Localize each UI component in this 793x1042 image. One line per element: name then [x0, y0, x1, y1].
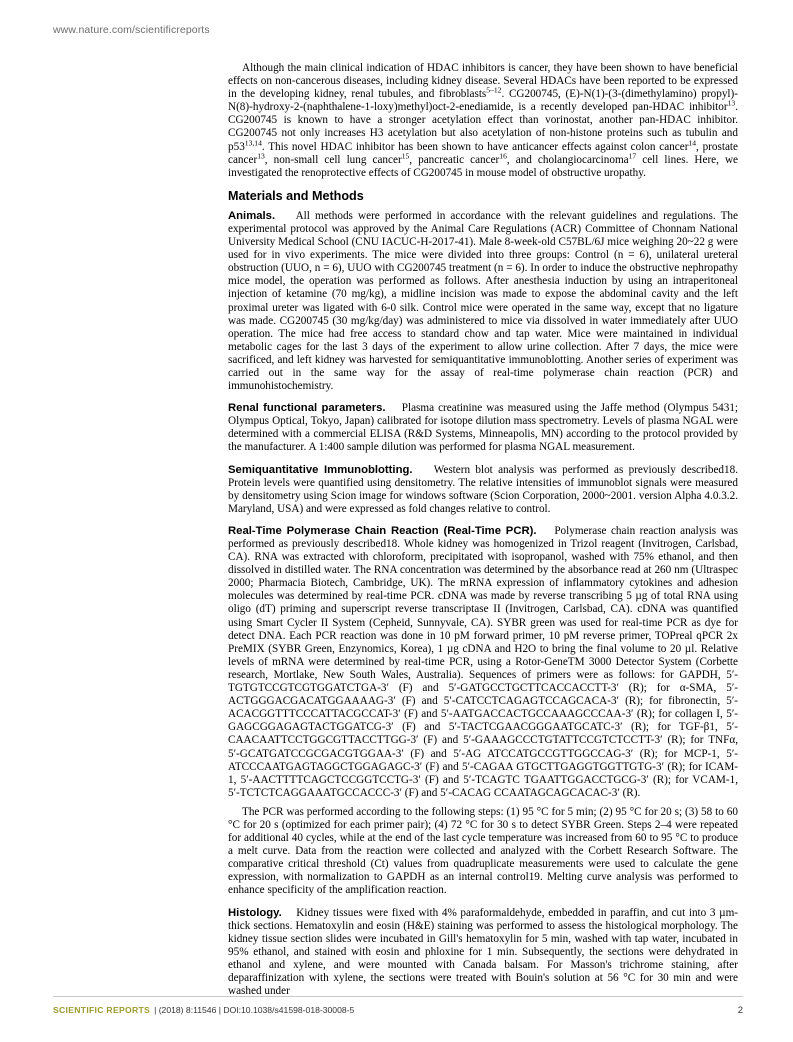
- intro-text-9: cell lines. Here, we investigated the renoprotective effects of CG200745 in mouse model of obstructive uropathy.: [228, 153, 739, 179]
- subsection-text-histology: Kidney tissues were fixed with 4% paraformaldehyde, embedded in paraffin, and cut into 3 µm-thick sections. Hematoxylin and eosin (H&E) staining was performed to assess the histological morphology. The kidney tissue section slides were incubated in Gill's hematoxylin for 5 min, washed with tap water, incubated in 95% ethanol, and stained with eosin and phloxine for 1 min. Subsequently, the sections were dehydrated in ethanol and xylene, and were mounted with Canada balsam. For Masson's trichrome staining, after deparaffinization with xylene, the sections were treated with Bouin's solution at 56 °C for 30 min and were washed under: [228, 906, 738, 998]
- intro-text-4: . This novel HDAC inhibitor has been shown to have anticancer effects against colon cancer: [261, 140, 689, 153]
- citation-ref: 5–12: [486, 85, 502, 95]
- section-real-time-pcr: [228, 525, 738, 800]
- section-heading-materials: Materials and Methods: [228, 188, 364, 203]
- intro-text-2: . CG200745, (E)-N(1)-(3-(dimethylamino) propyl)-N(8)-hydroxy-2-(naphthalene-1-loxy)methyl)oct-2-enediamide, is a recently developed pan-HDAC inhibitor: [228, 88, 738, 114]
- intro-text-1: Although the main clinical indication of HDAC inhibitors is cancer, they have been shown to have beneficial effects on non-cancerous diseases, including kidney disease. Several HDACs have been reported to be expressed in the developing kidney, renal tubules, and fibroblasts: [228, 62, 738, 101]
- citation-ref: 13: [727, 98, 736, 108]
- subsection-heading-renal: Renal functional parameters.: [228, 402, 386, 415]
- subsection-heading-histology: Histology.: [228, 906, 282, 919]
- citation-ref: 14: [688, 137, 697, 147]
- page-left-margin: [0, 0, 44, 1042]
- intro-paragraph: [228, 62, 738, 180]
- subsection-text-animals: All methods were performed in accordance with the relevant guidelines and regulations. The experimental protocol was approved by the Animal Care Regulations (ACR) Committee of Chonnam National University Medical School (CNU IACUC-H-2017-41). Male 8-week-old C57BL/6J mice weighing 20~22 g were used for in vivo experiments. The mice were divided into three groups: Control (n = 6), unilateral ureteral obstruction (UUO, n = 6), UUO with CG200745 treatment (n = 6). In order to induce the obstructive nephropathy mice model, the operation was performed as follows. After anesthesia induction by using an intraperitoneal injection of ketamine (70 mg/kg), a midline incision was made to expose the abdominal cavity and the left proximal ureter was ligated with 6-0 silk. Control mice were operated in the same way, except that no ligature was made. CG200745 (30 mg/kg/day) was administered to mice via dissolved in water immediately after UUO operation. The mice had free access to standard chow and tap water. Mice were maintained in individual metabolic cages for the last 3 days of the experiment to allow urine collection. After 7 days, the mice were sacrificed, and left kidney was harvested for semiquantitative immunoblotting. Another series of experiment was carried out in the same way for the assay of real-time polymerase chain reaction (PCR) and immunohistochemistry.: [228, 209, 738, 393]
- subsection-text-pcr: Polymerase chain reaction analysis was performed as previously described18. Whole kidney was homogenized in Trizol reagent (Invitrogen, Carlsbad, CA). RNA was extracted with chloroform, precipitated with isopropanol, washed with 75% ethanol, and then dissolved in distilled water. The RNA concentration was determined by the absorbance read at 260 nm (Ultraspec 2000; Pharmacia Biotech, Cambridge, UK). The mRNA expression of inflammatory cytokines and adhesion molecules was determined by real-time PCR. cDNA was made by reverse transcribing 5 µg of total RNA using oligo (dT) priming and superscript reverse transcriptase II (Invitrogen, Carlsbad, CA). cDNA was quantified using Smart Cycler II System (Cepheid, Sunnyvale, CA). SYBR green was used for real-time PCR as dye for detect DNA. Each PCR reaction was done in 10 pM forward primer, 10 pM reverse primer, TOPreal qPCR 2x PreMIX (SYBR Green, Enzynomics, Korea), 1 µg cDNA and H2O to bring the final volume to 20 µl. Relative levels of mRNA were determined by real-time PCR, using a Rotor-GeneTM 3000 Detector System (Corbette research, Mortlake, New South Wales, Australia). Sequences of primers were as follows: for GAPDH, 5′-TGTGTCCGTCGTGGATCTGA-3′ (F) and 5′-GATGCCTGCTTCACCACCTT-3′ (R); for α-SMA, 5′-ACTGGGACGACATGGAAAAG-3′ (F) and 5′-CATCCTCAGAGTCCAGCACA-3′ (R); for fibronectin, 5′-ACACGGTTTCCCATTACGCCAT-3′ (F) and 5′-AATGACCACTGCCAAAGCCCAA-3′ (R); for collagen I, 5′-GAGCGGAGAGTACTGGATCG-3′ (F) and 5′-TACTCGAACGGGAATGCATC-3′ (R); for TGF-β1, 5′-CAACAATTCCTGGCGTTACCTTGG-3′ (F) and 5′-GAAAGCCCTGTATTCCGTCTCCTT-3′ (R); for TNFα, 5′-GCATGATCCGCGACGTGGAA-3′ (F) and 5′-AG ATCCATGCCGTTGGCCAG-3′ (R); for MCP-1, 5′-ATCCCAATGAGTAGGCTGGAGAGC-3′ (F) and 5′-CAGAA GTGCTTGAGGTGGTTGTG-3′ (R); for ICAM-1, 5′-AACTTTTCAGCTCCGGTCCTG-3′ (F) and 5′-TCAGTC TGAATTGGACCTGCG-3′ (R); for VCAM-1, 5′-TCTCTCAGGAAATGCCACCC-3′ (F) and 5′-CACAG CCAATAGCAGCACAC-3′ (R).: [228, 524, 738, 799]
- intro-text-7: , pancreatic cancer: [409, 153, 500, 166]
- journal-name: SCIENTIFIC REPORTS: [53, 1005, 151, 1015]
- section-histology: [228, 907, 738, 999]
- subsection-heading-animals: Animals.: [228, 209, 276, 222]
- journal-url-header: www.nature.com/scientificreports: [53, 24, 210, 36]
- footer-doi: | (2018) 8:11546 | DOI:10.1038/s41598-018-30008-5: [154, 1005, 355, 1015]
- section-immunoblotting: [228, 464, 738, 516]
- page-footer: [53, 996, 743, 1015]
- citation-ref: 13,14: [244, 137, 262, 147]
- pcr-protocol-paragraph: The PCR was performed according to the following steps: (1) 95 °C for 5 min; (2) 95 °C for 20 s; (3) 58 to 60 °C for 20 s (optimized for each primer pair); (4) 72 °C for 30 s to detect SYBR Green. Steps 2–4 were repeated for additional 40 cycles, while at the end of the last cycle temperature was increased from 60 to 95 °C to produce a melt curve. Data from the reaction were collected and analyzed with the Corbett Research Software. The comparative critical threshold (Ct) values from quadruplicate measurements were used to calculate the gene expression, with normalization to GAPDH as an internal control19. Melting curve analysis was performed to enhance specificity of the amplification reaction.: [228, 805, 738, 897]
- page-number: 2: [737, 1004, 743, 1015]
- intro-text-5: , prostate cancer: [228, 140, 738, 166]
- section-animals: [228, 210, 738, 393]
- citation-ref: 15: [401, 150, 410, 160]
- article-body: [228, 62, 738, 998]
- section-renal-functional-parameters: [228, 402, 738, 454]
- subsection-text-immunoblotting: Western blot analysis was performed as previously described18. Protein levels were quantified using densitometry. The relative intensities of immunoblot signals were measured by densitometry using Scion image for windows software (Scion Corporation, 2000~2001. version Alpha 4.0.3.2. Maryland, USA) and were expressed as fold changes relative to control.: [228, 463, 738, 515]
- footer-citation: [53, 1005, 354, 1015]
- intro-text-3: . CG200745 is known to have a stronger acetylation effect than vorinostat, another pan-HDAC inhibitor. CG200745 not only increases H3 acetylation but also acetylation of non-histone proteins such as tubulin and p53: [228, 101, 738, 153]
- citation-ref: 16: [499, 150, 507, 160]
- intro-text-8: , and cholangiocarcinoma: [506, 153, 629, 166]
- subsection-heading-immunoblotting: Semiquantitative Immunoblotting.: [228, 463, 413, 476]
- citation-ref: 17: [628, 150, 637, 160]
- citation-ref: 13: [257, 150, 265, 160]
- subsection-text-renal: Plasma creatinine was measured using the Jaffe method (Olympus 5431; Olympus Optical, Tokyo, Japan) calibrated for isotope dilution mass spectrometry. Levels of plasma NGAL were determined with a commercial ELISA (R&D Systems, Minneapolis, MN) according to the protocol provided by the manufacturer. A 1:400 sample dilution was performed for plasma NGAL measurement.: [228, 402, 739, 454]
- subsection-heading-pcr: Real-Time Polymerase Chain Reaction (Real-Time PCR).: [228, 524, 537, 537]
- intro-text-6: , non-small cell lung cancer: [264, 153, 402, 166]
